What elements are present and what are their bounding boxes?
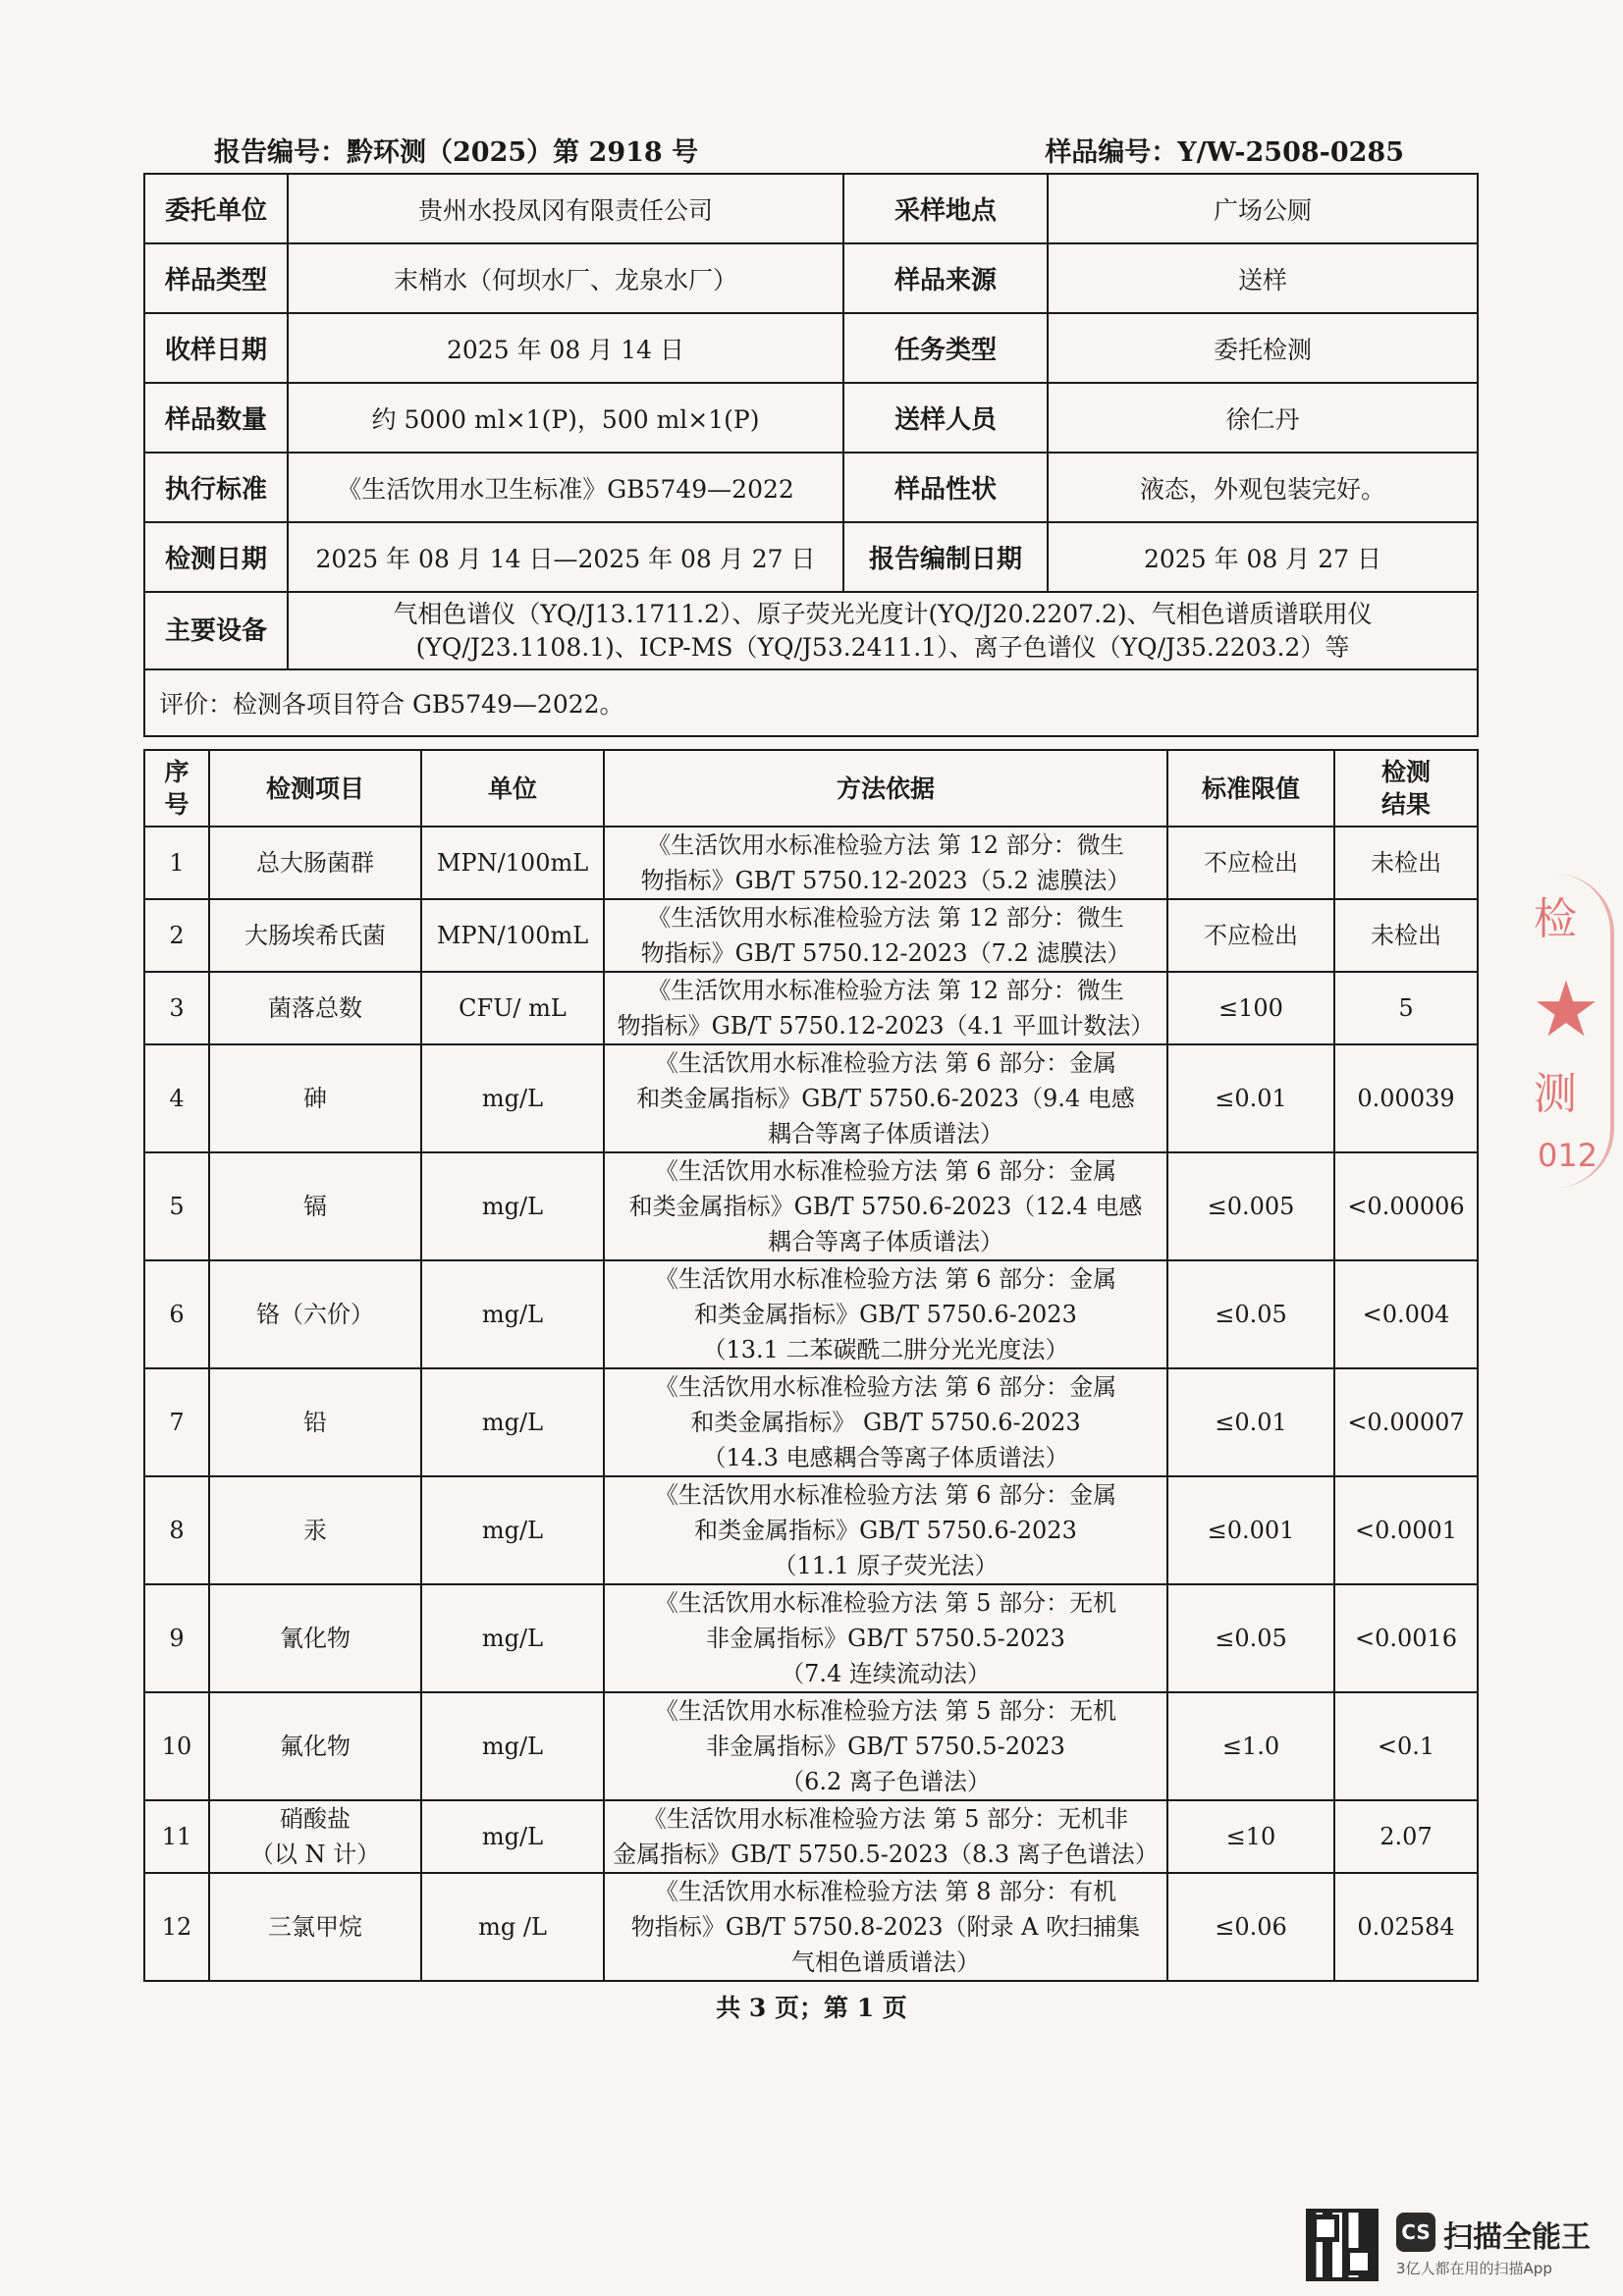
seal-star-icon: ★ [1532,966,1600,1054]
result-row [144,1368,1478,1476]
row-unit: mg/L [421,1044,604,1152]
col-item-header: 检测项目 [209,750,421,827]
sender-label: 送样人员 [843,383,1048,453]
task-value: 委托检测 [1048,313,1478,383]
testdate-label: 检测日期 [144,522,288,592]
row-unit: CFU/ mL [421,972,604,1044]
row-item [209,1800,421,1873]
row-method [604,827,1167,899]
row-method [604,972,1167,1044]
result-row [144,1800,1478,1873]
col-limit-header: 标准限值 [1167,750,1334,827]
report-header [145,131,1478,169]
row-no: 8 [144,1476,209,1584]
col-result-header [1334,750,1478,827]
method-line: 《生活饮用水标准检验方法 第 6 部分：金属 [654,1373,1117,1401]
info-row [144,243,1478,313]
row-no: 7 [144,1368,209,1476]
row-unit: mg/L [421,1260,604,1368]
result-row [144,1152,1478,1260]
source-value: 送样 [1048,243,1478,313]
results-header-row [144,750,1478,827]
row-no: 2 [144,899,209,972]
method-line: 气相色谱质谱法） [791,1949,980,1976]
seal-char-1: 检 [1534,894,1577,944]
task-label: 任务类型 [843,313,1048,383]
row-result: 未检出 [1334,899,1478,972]
col-result-header-line-2: 结果 [1380,790,1431,819]
row-unit: mg/L [421,1800,604,1873]
result-row [144,827,1478,899]
row-method [604,1260,1167,1368]
equipment-row [144,592,1478,669]
method-line: 物指标》GB/T 5750.8-2023（附录 A 吹扫捕集 [630,1913,1141,1941]
method-line: 《生活饮用水标准检验方法 第 6 部分：金属 [654,1265,1117,1293]
result-row [144,1260,1478,1368]
method-line: （6.2 离子色谱法） [781,1768,991,1795]
sample-number: 样品编号：Y/W-2508-0285 [1045,137,1404,168]
row-result: <0.004 [1334,1260,1478,1368]
results-table [143,749,1479,1982]
method-line: 和类金属指标》 GB/T 5750.6-2023 [690,1409,1081,1436]
evaluation-text: 评价：检测各项目符合 GB5749—2022。 [144,669,1478,736]
result-row [144,899,1478,972]
info-row [144,174,1478,243]
camscanner-watermark [1306,2209,1600,2287]
method-line: 耦合等离子体质谱法） [768,1120,1003,1148]
row-item: 汞 [209,1476,421,1584]
row-item: 铬（六价） [209,1260,421,1368]
method-line: 《生活饮用水标准检验方法 第 5 部分：无机非 [642,1805,1129,1833]
result-row [144,1044,1478,1152]
col-result-header-line-1: 检测 [1380,758,1431,786]
row-item: 氰化物 [209,1584,421,1692]
row-method [604,1152,1167,1260]
row-result: 0.00039 [1334,1044,1478,1152]
method-line: 《生活饮用水标准检验方法 第 6 部分：金属 [654,1157,1117,1185]
method-line: （13.1 二苯碳酰二肼分光光度法） [702,1336,1069,1363]
std-value: 《生活饮用水卫生标准》GB5749—2022 [288,453,843,522]
method-line: 和类金属指标》GB/T 5750.6-2023 [694,1517,1077,1544]
method-line: （14.3 电感耦合等离子体质谱法） [702,1444,1069,1471]
row-limit: ≤0.01 [1167,1368,1334,1476]
row-unit: MPN/100mL [421,899,604,972]
repdate-label: 报告编制日期 [843,522,1048,592]
row-item: 砷 [209,1044,421,1152]
row-item-line: 硝酸盐 [280,1805,351,1833]
type-label: 样品类型 [144,243,288,313]
equip-value [288,592,1478,669]
method-line: 耦合等离子体质谱法） [768,1228,1003,1255]
method-line: 《生活饮用水标准检验方法 第 5 部分：无机 [654,1589,1117,1617]
row-method [604,1584,1167,1692]
row-limit: ≤0.001 [1167,1476,1334,1584]
row-no: 6 [144,1260,209,1368]
result-row [144,1584,1478,1692]
source-label: 样品来源 [843,243,1048,313]
row-limit: ≤100 [1167,972,1334,1044]
row-limit: ≤0.05 [1167,1584,1334,1692]
row-method [604,1692,1167,1800]
row-limit: ≤1.0 [1167,1692,1334,1800]
method-line: 物指标》GB/T 5750.12-2023（5.2 滤膜法） [640,867,1131,894]
site-label: 采样地点 [843,174,1048,243]
brand-tagline: 3亿人都在用的扫描App [1396,2260,1552,2277]
row-limit: 不应检出 [1167,827,1334,899]
row-result: 0.02584 [1334,1873,1478,1981]
row-item: 大肠埃希氏菌 [209,899,421,972]
method-line: 和类金属指标》GB/T 5750.6-2023（9.4 电感 [636,1085,1135,1112]
row-item: 菌落总数 [209,972,421,1044]
row-method [604,1476,1167,1584]
report-number: 报告编号：黔环测（2025）第 2918 号 [214,137,699,168]
row-unit: MPN/100mL [421,827,604,899]
row-result: 2.07 [1334,1800,1478,1873]
method-line: 《生活饮用水标准检验方法 第 8 部分：有机 [654,1878,1117,1905]
method-line: 《生活饮用水标准检验方法 第 12 部分：微生 [647,977,1124,1004]
row-no: 4 [144,1044,209,1152]
row-no: 5 [144,1152,209,1260]
row-limit: ≤10 [1167,1800,1334,1873]
row-unit: mg/L [421,1476,604,1584]
row-item: 总大肠菌群 [209,827,421,899]
col-method-header: 方法依据 [604,750,1167,827]
testdate-value: 2025 年 08 月 14 日—2025 年 08 月 27 日 [288,522,843,592]
row-no: 1 [144,827,209,899]
recv-value: 2025 年 08 月 14 日 [288,313,843,383]
red-seal-stamp [1532,874,1610,1188]
col-unit-header: 单位 [421,750,604,827]
method-line: 物指标》GB/T 5750.12-2023（4.1 平皿计数法） [617,1012,1155,1040]
seal-char-2: 测 [1534,1069,1577,1119]
row-unit: mg/L [421,1368,604,1476]
row-unit: mg/L [421,1584,604,1692]
row-item: 铅 [209,1368,421,1476]
method-line: 《生活饮用水标准检验方法 第 5 部分：无机 [654,1697,1117,1725]
std-label: 执行标准 [144,453,288,522]
row-method [604,1368,1167,1476]
client-value: 贵州水投凤冈有限责任公司 [288,174,843,243]
row-unit: mg/L [421,1692,604,1800]
method-line: 非金属指标》GB/T 5750.5-2023 [706,1625,1065,1652]
row-unit: mg /L [421,1873,604,1981]
client-label: 委托单位 [144,174,288,243]
camscanner-logo-icon: CS [1396,2213,1435,2252]
method-line: 《生活饮用水标准检验方法 第 12 部分：微生 [647,904,1124,932]
recv-label: 收样日期 [144,313,288,383]
row-result: <0.1 [1334,1692,1478,1800]
col-no-header [144,750,209,827]
method-line: 物指标》GB/T 5750.12-2023（7.2 滤膜法） [640,939,1131,967]
row-item-line: （以 N 计） [249,1841,381,1868]
row-limit: ≤0.005 [1167,1152,1334,1260]
row-result: <0.00007 [1334,1368,1478,1476]
col-no-header-line-2: 号 [164,790,189,819]
result-row [144,1873,1478,1981]
method-line: 《生活饮用水标准检验方法 第 6 部分：金属 [654,1481,1117,1509]
equip-line-2: (YQ/J23.1108.1)、ICP-MS（YQ/J53.2411.1）、离子色谱仪（YQ/J35.2203.2）等 [415,632,1350,662]
qty-label: 样品数量 [144,383,288,453]
method-line: 非金属指标》GB/T 5750.5-2023 [706,1733,1065,1760]
row-method [604,1873,1167,1981]
qty-value: 约 5000 ml×1(P)，500 ml×1(P) [288,383,843,453]
row-method [604,1800,1167,1873]
col-no-header-line-1: 序 [164,758,189,786]
equip-line-1: 气相色谱仪（YQ/J13.1711.2）、原子荧光光度计(YQ/J20.2207.2)、气相色谱质谱联用仪 [393,599,1373,628]
info-row [144,383,1478,453]
method-line: 《生活饮用水标准检验方法 第 12 部分：微生 [647,831,1124,859]
row-item: 镉 [209,1152,421,1260]
row-limit: 不应检出 [1167,899,1334,972]
result-row [144,1692,1478,1800]
row-limit: ≤0.01 [1167,1044,1334,1152]
method-line: （7.4 连续流动法） [781,1660,991,1687]
row-item: 氟化物 [209,1692,421,1800]
row-no: 12 [144,1873,209,1981]
method-line: （11.1 原子荧光法） [773,1552,999,1579]
row-limit: ≤0.06 [1167,1873,1334,1981]
info-row [144,313,1478,383]
result-row [144,1476,1478,1584]
row-no: 9 [144,1584,209,1692]
row-method [604,899,1167,972]
brand-name: 扫描全能王 [1443,2220,1591,2255]
row-unit: mg/L [421,1152,604,1260]
row-result: <0.0016 [1334,1584,1478,1692]
row-no: 11 [144,1800,209,1873]
row-item: 三氯甲烷 [209,1873,421,1981]
seal-text-3: 012 [1538,1137,1598,1174]
row-result: 未检出 [1334,827,1478,899]
sender-value: 徐仁丹 [1048,383,1478,453]
row-method [604,1044,1167,1152]
row-result: <0.0001 [1334,1476,1478,1584]
method-line: 《生活饮用水标准检验方法 第 6 部分：金属 [654,1049,1117,1077]
row-no: 3 [144,972,209,1044]
info-row [144,522,1478,592]
equip-label: 主要设备 [144,592,288,669]
type-value: 末梢水（何坝水厂、龙泉水厂） [288,243,843,313]
result-row [144,972,1478,1044]
method-line: 和类金属指标》GB/T 5750.6-2023 [694,1301,1077,1328]
page-number: 共 3 页；第 1 页 [716,1994,907,2022]
prop-value: 液态，外观包装完好。 [1048,453,1478,522]
row-result: 5 [1334,972,1478,1044]
results-body [144,827,1478,1981]
row-limit: ≤0.05 [1167,1260,1334,1368]
info-row [144,453,1478,522]
method-line: 和类金属指标》GB/T 5750.6-2023（12.4 电感 [628,1193,1143,1220]
evaluation-row [144,669,1478,736]
repdate-value: 2025 年 08 月 27 日 [1048,522,1478,592]
prop-label: 样品性状 [843,453,1048,522]
row-result: <0.00006 [1334,1152,1478,1260]
info-table [143,173,1479,737]
method-line: 金属指标》GB/T 5750.5-2023（8.3 离子色谱法） [613,1841,1159,1868]
qr-code-icon [1306,2209,1379,2281]
site-value: 广场公厕 [1048,174,1478,243]
row-no: 10 [144,1692,209,1800]
